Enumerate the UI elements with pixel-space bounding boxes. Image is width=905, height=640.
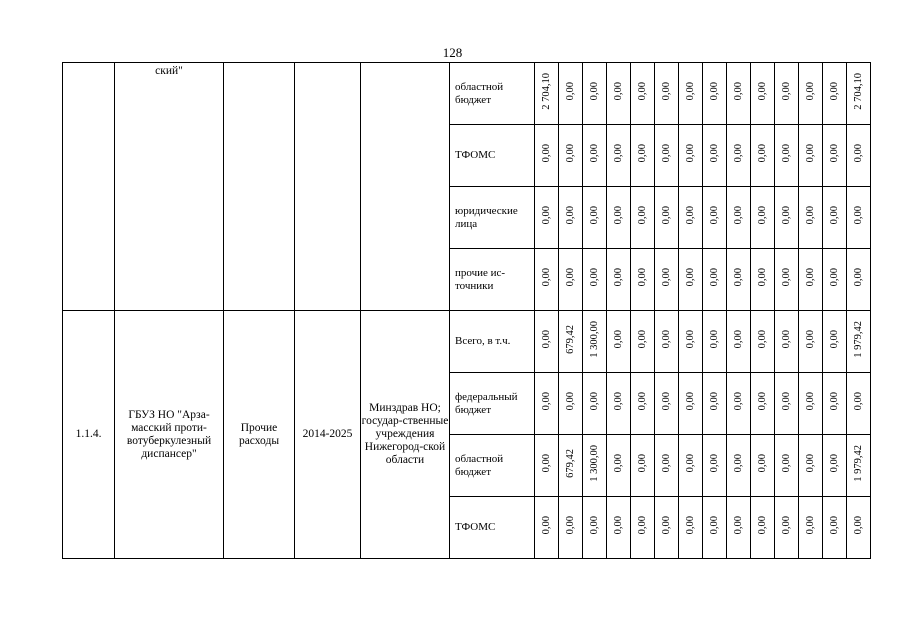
table-row [63,311,871,373]
value-cell: 0,00 [799,435,823,497]
value-cell: 1 979,42 [847,435,871,497]
value-cell: 0,00 [799,125,823,187]
value-cell: 0,00 [559,497,583,559]
value-cell: 0,00 [655,435,679,497]
value-cell: 0,00 [679,249,703,311]
expense-type-cell: Прочие расходы [224,311,295,559]
page-number: 128 [442,45,463,60]
value-cell: 0,00 [799,187,823,249]
value-cell: 0,00 [823,373,847,435]
value-cell: 1 300,00 [583,435,607,497]
value-cell: 0,00 [679,497,703,559]
value-cell: 0,00 [583,187,607,249]
value-cell: 0,00 [799,249,823,311]
value-cell: 0,00 [751,187,775,249]
budget-table [62,62,871,559]
funding-source: прочие ис-точники [450,249,535,311]
value-cell: 679,42 [559,435,583,497]
value-cell: 0,00 [631,187,655,249]
value-cell: 0,00 [751,373,775,435]
value-cell: 0,00 [607,125,631,187]
value-cell: 0,00 [847,249,871,311]
value-cell: 0,00 [823,497,847,559]
value-cell: 0,00 [631,125,655,187]
value-cell: 1 979,42 [847,311,871,373]
value-cell: 0,00 [823,249,847,311]
value-cell: 0,00 [535,311,559,373]
value-cell: 0,00 [535,125,559,187]
value-cell: 0,00 [703,249,727,311]
value-cell: 0,00 [775,435,799,497]
value-cell: 0,00 [655,249,679,311]
value-cell: 0,00 [631,63,655,125]
value-cell: 0,00 [607,63,631,125]
value-cell: 0,00 [607,373,631,435]
value-cell: 0,00 [703,497,727,559]
value-cell: 0,00 [823,187,847,249]
executor-cell: Минздрав НО; государ-ственные учреждения Нижегород-ской области [361,311,450,559]
value-cell: 0,00 [631,435,655,497]
organization-cell: ский" [115,63,224,311]
value-cell: 0,00 [607,311,631,373]
value-cell: 0,00 [607,497,631,559]
value-cell: 0,00 [823,125,847,187]
value-cell: 0,00 [727,497,751,559]
value-cell: 0,00 [631,373,655,435]
value-cell: 0,00 [703,373,727,435]
value-cell: 2 704,10 [535,63,559,125]
value-cell: 0,00 [799,373,823,435]
period-cell: 2014-2025 [295,311,361,559]
value-cell: 0,00 [655,125,679,187]
value-cell: 0,00 [535,249,559,311]
value-cell: 0,00 [655,373,679,435]
funding-source: областной бюджет [450,435,535,497]
value-cell: 0,00 [847,187,871,249]
value-cell: 0,00 [847,373,871,435]
value-cell: 0,00 [703,311,727,373]
value-cell: 0,00 [775,125,799,187]
value-cell: 0,00 [727,125,751,187]
funding-source: федеральный бюджет [450,373,535,435]
value-cell: 0,00 [703,63,727,125]
value-cell: 0,00 [775,187,799,249]
value-cell: 0,00 [751,125,775,187]
value-cell: 0,00 [775,63,799,125]
value-cell: 0,00 [703,187,727,249]
value-cell: 0,00 [535,435,559,497]
value-cell: 0,00 [679,373,703,435]
value-cell: 0,00 [799,63,823,125]
value-cell: 0,00 [703,435,727,497]
executor-cell [361,63,450,311]
row-number-cell [63,63,115,311]
value-cell: 0,00 [583,125,607,187]
value-cell: 0,00 [559,249,583,311]
value-cell: 0,00 [607,249,631,311]
value-cell: 0,00 [631,497,655,559]
value-cell: 0,00 [631,249,655,311]
value-cell: 679,42 [559,311,583,373]
value-cell: 0,00 [559,63,583,125]
period-cell [295,63,361,311]
value-cell: 0,00 [607,187,631,249]
value-cell: 0,00 [751,497,775,559]
table-row [63,63,871,125]
funding-source: ТФОМС [450,497,535,559]
value-cell: 0,00 [655,187,679,249]
value-cell: 0,00 [559,125,583,187]
value-cell: 0,00 [775,311,799,373]
value-cell: 0,00 [847,125,871,187]
value-cell: 0,00 [727,187,751,249]
value-cell: 0,00 [655,311,679,373]
funding-source: юридические лица [450,187,535,249]
value-cell: 0,00 [823,435,847,497]
expense-type-cell [224,63,295,311]
value-cell: 2 704,10 [847,63,871,125]
value-cell: 0,00 [727,435,751,497]
value-cell: 0,00 [847,497,871,559]
value-cell: 0,00 [823,311,847,373]
value-cell: 0,00 [751,63,775,125]
value-cell: 0,00 [559,187,583,249]
funding-source: областной бюджет [450,63,535,125]
value-cell: 1 300,00 [583,311,607,373]
value-cell: 0,00 [679,435,703,497]
value-cell: 0,00 [583,373,607,435]
value-cell: 0,00 [559,373,583,435]
value-cell: 0,00 [535,497,559,559]
value-cell: 0,00 [679,311,703,373]
value-cell: 0,00 [655,497,679,559]
value-cell: 0,00 [631,311,655,373]
value-cell: 0,00 [583,497,607,559]
value-cell: 0,00 [679,63,703,125]
value-cell: 0,00 [751,311,775,373]
funding-source: ТФОМС [450,125,535,187]
value-cell: 0,00 [607,435,631,497]
row-number-cell: 1.1.4. [63,311,115,559]
value-cell: 0,00 [583,63,607,125]
value-cell: 0,00 [775,249,799,311]
value-cell: 0,00 [751,249,775,311]
value-cell: 0,00 [535,187,559,249]
value-cell: 0,00 [655,63,679,125]
value-cell: 0,00 [775,373,799,435]
value-cell: 0,00 [775,497,799,559]
value-cell: 0,00 [799,311,823,373]
value-cell: 0,00 [727,311,751,373]
value-cell: 0,00 [583,249,607,311]
value-cell: 0,00 [703,125,727,187]
value-cell: 0,00 [751,435,775,497]
value-cell: 0,00 [727,373,751,435]
value-cell: 0,00 [823,63,847,125]
organization-cell: ГБУЗ НО "Арза-масский проти-вотуберкулезный диспансер" [115,311,224,559]
funding-source: Всего, в т.ч. [450,311,535,373]
value-cell: 0,00 [679,187,703,249]
value-cell: 0,00 [727,249,751,311]
value-cell: 0,00 [679,125,703,187]
value-cell: 0,00 [535,373,559,435]
value-cell: 0,00 [799,497,823,559]
value-cell: 0,00 [727,63,751,125]
